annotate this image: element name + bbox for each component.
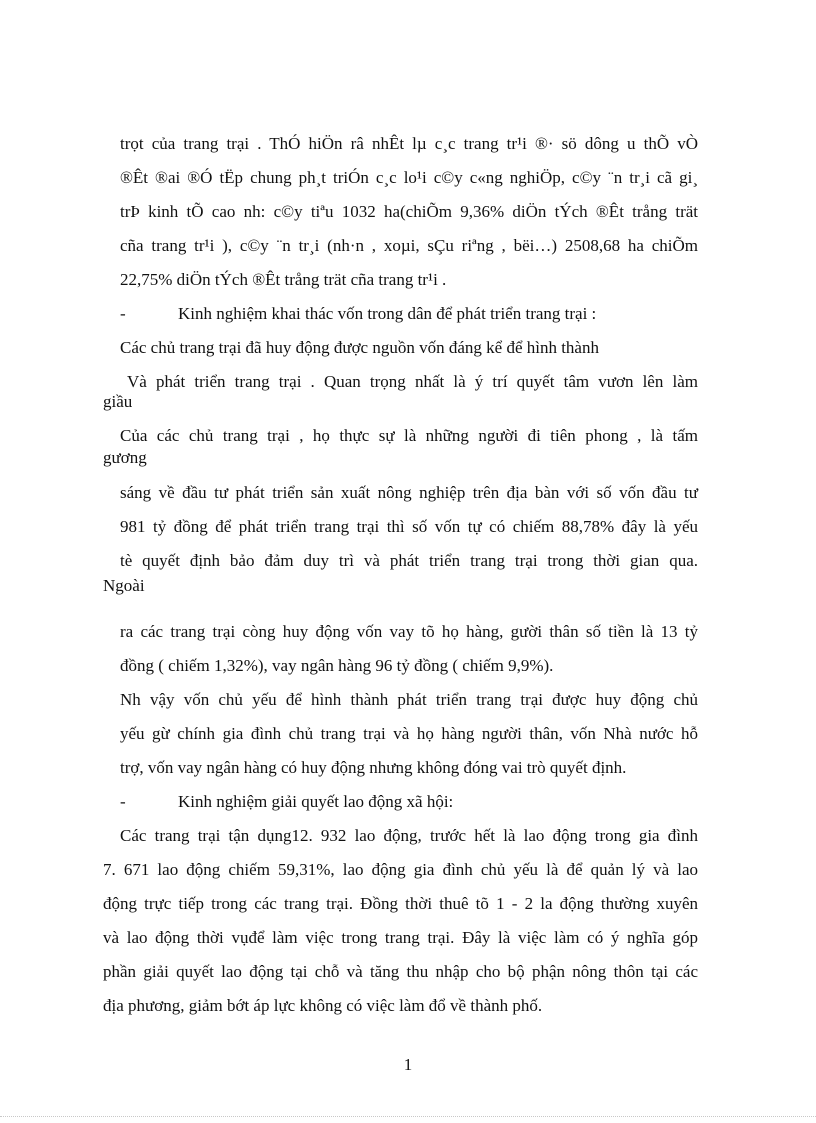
bullet-dash: - xyxy=(120,304,126,323)
text-line: trọt của trang trại . ThÓ hiÖn râ nhÊt lµ c¸c trang tr¹i ®· sö dông u thÕ vÒ xyxy=(120,134,698,153)
text-line: Các trang trại tận dụng12. 932 lao động, trước hết là lao động trong gia đình xyxy=(120,826,698,845)
bullet-dash: - xyxy=(120,792,126,811)
text-line: sáng về đầu tư phát triển sản xuất nông nghiệp trên địa bàn với số vốn đầu tư xyxy=(120,483,698,502)
text-line: Và phát triển trang trại . Quan trọng nhất là ý trí quyết tâm vươn lên làm xyxy=(127,372,698,391)
bullet-heading: Kinh nghiệm khai thác vốn trong dân để phát triển trang trại : xyxy=(178,304,597,323)
text-line: cña trang tr¹i ), c©y ¨n tr¸i (nh·n , xoµi, sÇu riªng , bëi…) 2508,68 ha chiÕm xyxy=(120,236,698,255)
text-line: ®Êt ®ai ®Ó tËp chung ph¸t triÓn c¸c lo¹i c©y c«ng nghiÖp, c©y ¨n tr¸i cã gi¸ xyxy=(120,168,698,187)
text-line: ra các trang trại còng huy động vốn vay tõ họ hàng, gười thân số tiền là 13 tỷ xyxy=(120,622,698,641)
page-number: 1 xyxy=(403,1055,413,1074)
text-line: Nh vậy vốn chủ yếu để hình thành phát triển trang trại được huy động chủ xyxy=(120,690,698,709)
text-line: đồng ( chiếm 1,32%), vay ngân hàng 96 tỷ đồng ( chiếm 9,9%). xyxy=(120,656,554,675)
text-line: trợ, vốn vay ngân hàng có huy động nhưng không đóng vai trò quyết định. xyxy=(120,758,627,777)
text-line: 22,75% diÖn tÝch ®Êt trång trät cña trang tr¹i . xyxy=(120,270,447,289)
page-bottom-divider xyxy=(0,1116,816,1117)
text-line: giầu xyxy=(103,392,133,411)
bullet-heading: Kinh nghiệm giải quyết lao động xã hội: xyxy=(178,792,454,811)
text-line: Các chủ trang trại đã huy động được nguồn vốn đáng kể để hình thành xyxy=(120,338,599,357)
text-line: địa phương, giảm bớt áp lực không có việc làm đổ về thành phố. xyxy=(103,996,543,1015)
text-line: gương xyxy=(103,448,147,467)
text-line: Của các chủ trang trại , họ thực sự là những người đi tiên phong , là tấm xyxy=(120,426,698,445)
text-line: trÞ kinh tÕ cao nh: c©y tiªu 1032 ha(chiÕm 9,36% diÖn tÝch ®Êt trång trät xyxy=(120,202,698,221)
text-line: Ngoài xyxy=(103,576,145,595)
text-line: tè quyết định bảo đảm duy trì và phát triển trang trại trong thời gian qua. xyxy=(120,551,698,570)
text-line: 981 tỷ đồng để phát triển trang trại thì số vốn tự có chiếm 88,78% đây là yếu xyxy=(120,517,698,536)
text-line: động trực tiếp trong các trang trại. Đồng thời thuê tõ 1 - 2 la động thường xuyên xyxy=(103,894,698,913)
text-line: 7. 671 lao động chiếm 59,31%, lao động gia đình chủ yếu là để quản lý và lao xyxy=(103,860,698,879)
text-line: phần giải quyết lao động tại chỗ và tăng thu nhập cho bộ phận nông thôn tại các xyxy=(103,962,698,981)
text-line: và lao động thời vụđể làm việc trong trang trại. Đây là việc làm có ý nghĩa góp xyxy=(103,928,698,947)
text-line: yếu gừ chính gia đình chủ trang trại và họ hàng người thân, vốn Nhà nước hỗ xyxy=(120,724,698,743)
